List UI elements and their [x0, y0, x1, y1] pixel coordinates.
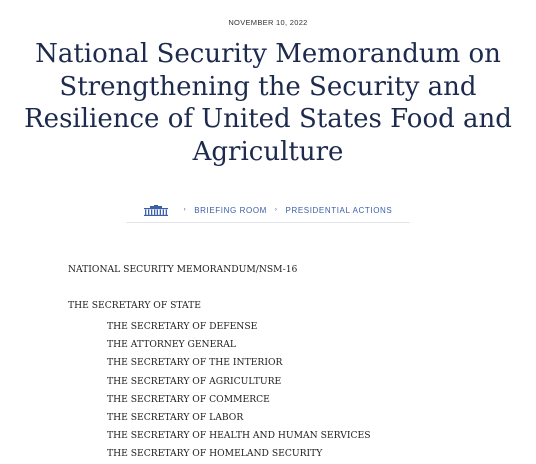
addressee-item: THE ATTORNEY GENERAL: [107, 339, 236, 351]
addressee-item: THE SECRETARY OF LABOR: [107, 411, 244, 423]
breadcrumb-item-briefing-room[interactable]: BRIEFING ROOM: [194, 205, 267, 215]
chevron-right-icon: ›: [183, 207, 187, 213]
breadcrumb-item-presidential-actions[interactable]: PRESIDENTIAL ACTIONS: [285, 205, 393, 215]
publish-date: NOVEMBER 10, 2022: [228, 18, 308, 27]
memorandum-id: NATIONAL SECURITY MEMORANDUM/NSM-16: [68, 264, 298, 275]
breadcrumb: [126, 198, 410, 223]
chevron-right-icon: ›: [274, 207, 278, 213]
addressee-item: THE SECRETARY OF DEFENSE: [107, 321, 258, 332]
white-house-icon[interactable]: [144, 205, 168, 216]
addressee-item: THE SECRETARY OF AGRICULTURE: [107, 375, 282, 387]
addressee-item: THE SECRETARY OF HEALTH AND HUMAN SERVICES: [107, 430, 371, 442]
page-title: National Security Memorandum on Strengthening the Security and Resilience of United States Food and Agriculture: [24, 39, 512, 167]
addressee-first: THE SECRETARY OF STATE: [68, 300, 202, 311]
addressee-list: [107, 318, 371, 464]
addressee-item: THE SECRETARY OF THE INTERIOR: [107, 357, 283, 369]
addressee-item: THE SECRETARY OF HOMELAND SECURITY: [107, 448, 323, 460]
addressee-item: THE SECRETARY OF COMMERCE: [107, 393, 270, 405]
